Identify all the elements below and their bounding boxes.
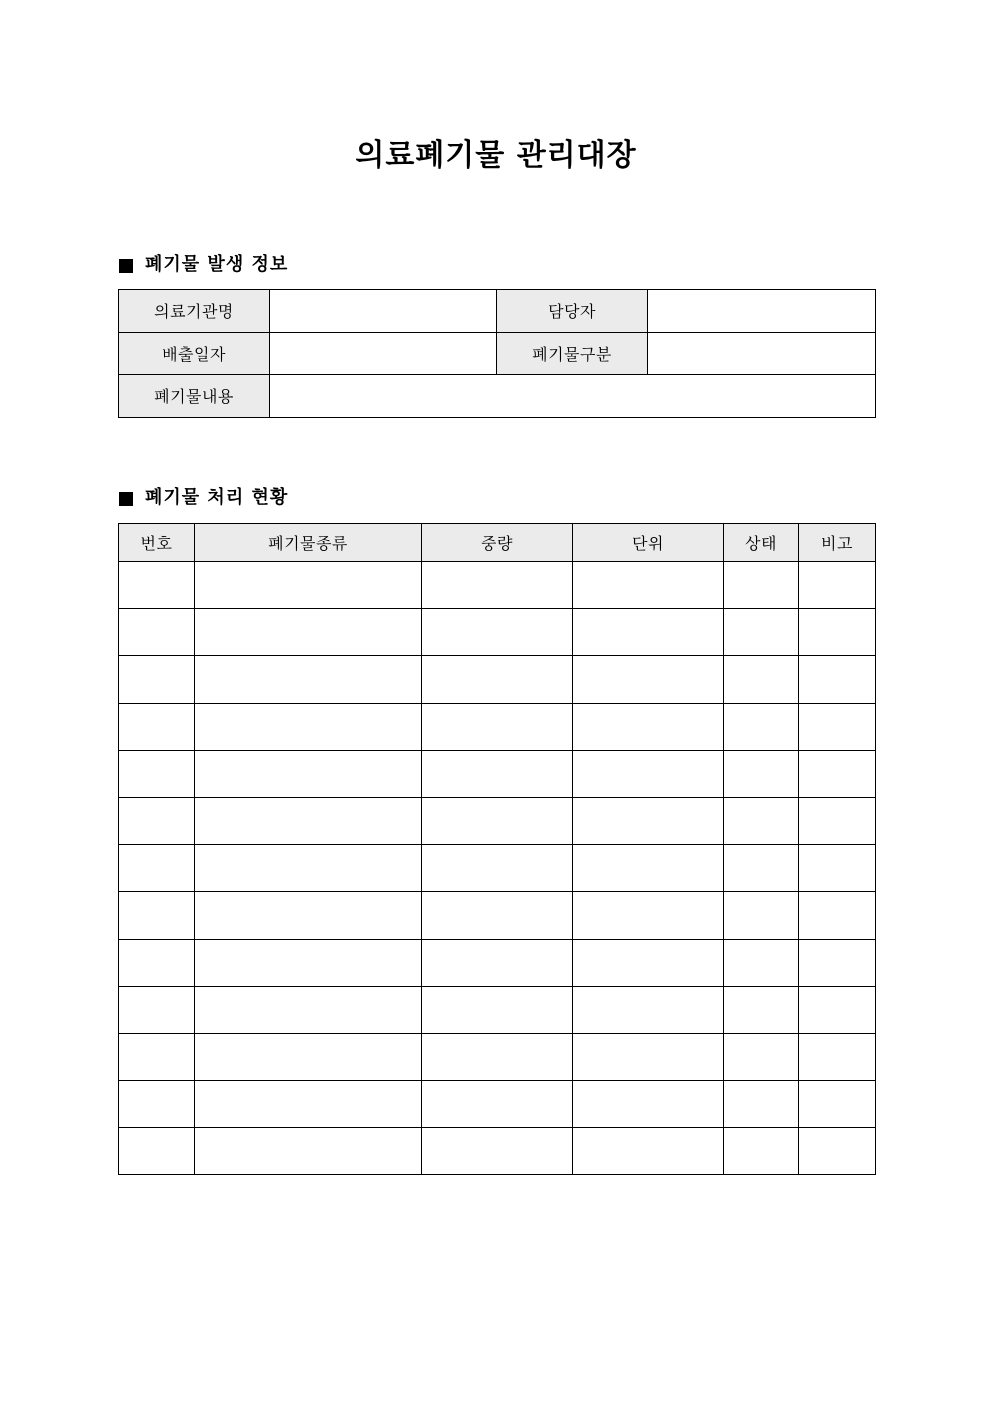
column-header-waste-type: 폐기물종류 bbox=[195, 524, 422, 562]
status-cell[interactable] bbox=[724, 986, 799, 1033]
table-header-row bbox=[119, 524, 876, 562]
number-cell[interactable] bbox=[119, 892, 195, 939]
status-cell[interactable] bbox=[724, 845, 799, 892]
info-row bbox=[119, 375, 876, 418]
weight-cell[interactable] bbox=[422, 609, 573, 656]
info-row bbox=[119, 290, 876, 333]
square-bullet-icon bbox=[119, 492, 133, 506]
weight-cell[interactable] bbox=[422, 1081, 573, 1128]
unit-cell[interactable] bbox=[573, 1128, 724, 1175]
number-cell[interactable] bbox=[119, 986, 195, 1033]
unit-cell[interactable] bbox=[573, 986, 724, 1033]
status-cell[interactable] bbox=[724, 1033, 799, 1080]
weight-cell[interactable] bbox=[422, 892, 573, 939]
remarks-cell[interactable] bbox=[799, 703, 876, 750]
unit-cell[interactable] bbox=[573, 892, 724, 939]
status-cell[interactable] bbox=[724, 939, 799, 986]
weight-cell[interactable] bbox=[422, 656, 573, 703]
status-cell[interactable] bbox=[724, 703, 799, 750]
remarks-cell[interactable] bbox=[799, 609, 876, 656]
waste-generation-info-table bbox=[118, 289, 876, 418]
table-row bbox=[119, 562, 876, 609]
number-cell[interactable] bbox=[119, 562, 195, 609]
waste-type-cell[interactable] bbox=[195, 986, 422, 1033]
manager-label: 담당자 bbox=[497, 290, 648, 333]
status-cell[interactable] bbox=[724, 562, 799, 609]
waste-type-cell[interactable] bbox=[195, 797, 422, 844]
waste-category-field[interactable] bbox=[648, 332, 876, 375]
number-cell[interactable] bbox=[119, 1081, 195, 1128]
unit-cell[interactable] bbox=[573, 797, 724, 844]
unit-cell[interactable] bbox=[573, 656, 724, 703]
unit-cell[interactable] bbox=[573, 939, 724, 986]
waste-processing-status-table bbox=[118, 523, 876, 1175]
table-row bbox=[119, 609, 876, 656]
table-row bbox=[119, 1081, 876, 1128]
waste-type-cell[interactable] bbox=[195, 845, 422, 892]
table-row bbox=[119, 1128, 876, 1175]
section-heading-label: 폐기물 발생 정보 bbox=[145, 254, 289, 275]
document-title: 의료폐기물 관리대장 bbox=[355, 138, 637, 173]
status-cell[interactable] bbox=[724, 609, 799, 656]
number-cell[interactable] bbox=[119, 609, 195, 656]
remarks-cell[interactable] bbox=[799, 1033, 876, 1080]
waste-type-cell[interactable] bbox=[195, 939, 422, 986]
number-cell[interactable] bbox=[119, 1033, 195, 1080]
waste-type-cell[interactable] bbox=[195, 562, 422, 609]
unit-cell[interactable] bbox=[573, 845, 724, 892]
weight-cell[interactable] bbox=[422, 1128, 573, 1175]
number-cell[interactable] bbox=[119, 845, 195, 892]
section-heading-generation-info bbox=[119, 253, 288, 277]
table-row bbox=[119, 986, 876, 1033]
weight-cell[interactable] bbox=[422, 562, 573, 609]
status-cell[interactable] bbox=[724, 656, 799, 703]
unit-cell[interactable] bbox=[573, 562, 724, 609]
waste-content-field[interactable] bbox=[270, 375, 876, 418]
weight-cell[interactable] bbox=[422, 939, 573, 986]
waste-type-cell[interactable] bbox=[195, 1081, 422, 1128]
number-cell[interactable] bbox=[119, 750, 195, 797]
remarks-cell[interactable] bbox=[799, 656, 876, 703]
number-cell[interactable] bbox=[119, 797, 195, 844]
waste-type-cell[interactable] bbox=[195, 892, 422, 939]
table-row bbox=[119, 656, 876, 703]
weight-cell[interactable] bbox=[422, 797, 573, 844]
remarks-cell[interactable] bbox=[799, 562, 876, 609]
number-cell[interactable] bbox=[119, 939, 195, 986]
table-row bbox=[119, 703, 876, 750]
waste-type-cell[interactable] bbox=[195, 1128, 422, 1175]
waste-type-cell[interactable] bbox=[195, 1033, 422, 1080]
table-row bbox=[119, 750, 876, 797]
weight-cell[interactable] bbox=[422, 1033, 573, 1080]
table-row bbox=[119, 1033, 876, 1080]
unit-cell[interactable] bbox=[573, 703, 724, 750]
table-row bbox=[119, 797, 876, 844]
remarks-cell[interactable] bbox=[799, 1128, 876, 1175]
status-cell[interactable] bbox=[724, 750, 799, 797]
remarks-cell[interactable] bbox=[799, 986, 876, 1033]
discharge-date-field[interactable] bbox=[270, 332, 497, 375]
remarks-cell[interactable] bbox=[799, 750, 876, 797]
number-cell[interactable] bbox=[119, 656, 195, 703]
column-header-weight: 중량 bbox=[422, 524, 573, 562]
column-header-status: 상태 bbox=[724, 524, 799, 562]
weight-cell[interactable] bbox=[422, 845, 573, 892]
weight-cell[interactable] bbox=[422, 703, 573, 750]
square-bullet-icon bbox=[119, 259, 133, 273]
waste-type-cell[interactable] bbox=[195, 656, 422, 703]
status-cell[interactable] bbox=[724, 892, 799, 939]
section-heading-label: 폐기물 처리 현황 bbox=[145, 487, 289, 508]
institution-name-field[interactable] bbox=[270, 290, 497, 333]
unit-cell[interactable] bbox=[573, 1081, 724, 1128]
waste-type-cell[interactable] bbox=[195, 703, 422, 750]
weight-cell[interactable] bbox=[422, 986, 573, 1033]
waste-type-cell[interactable] bbox=[195, 609, 422, 656]
table-row bbox=[119, 845, 876, 892]
weight-cell[interactable] bbox=[422, 750, 573, 797]
table-row bbox=[119, 939, 876, 986]
status-cell[interactable] bbox=[724, 1081, 799, 1128]
number-cell[interactable] bbox=[119, 703, 195, 750]
column-header-number: 번호 bbox=[119, 524, 195, 562]
remarks-cell[interactable] bbox=[799, 939, 876, 986]
waste-category-label: 폐기물구분 bbox=[497, 332, 648, 375]
unit-cell[interactable] bbox=[573, 1033, 724, 1080]
remarks-cell[interactable] bbox=[799, 797, 876, 844]
column-header-unit: 단위 bbox=[573, 524, 724, 562]
remarks-cell[interactable] bbox=[799, 1081, 876, 1128]
institution-name-label: 의료기관명 bbox=[119, 290, 270, 333]
discharge-date-label: 배출일자 bbox=[119, 332, 270, 375]
remarks-cell[interactable] bbox=[799, 892, 876, 939]
waste-type-cell[interactable] bbox=[195, 750, 422, 797]
number-cell[interactable] bbox=[119, 1128, 195, 1175]
unit-cell[interactable] bbox=[573, 750, 724, 797]
status-cell[interactable] bbox=[724, 797, 799, 844]
info-row bbox=[119, 332, 876, 375]
unit-cell[interactable] bbox=[573, 609, 724, 656]
status-cell[interactable] bbox=[724, 1128, 799, 1175]
remarks-cell[interactable] bbox=[799, 845, 876, 892]
section-heading-processing-status bbox=[119, 486, 288, 510]
waste-content-label: 폐기물내용 bbox=[119, 375, 270, 418]
column-header-remarks: 비고 bbox=[799, 524, 876, 562]
table-row bbox=[119, 892, 876, 939]
manager-field[interactable] bbox=[648, 290, 876, 333]
